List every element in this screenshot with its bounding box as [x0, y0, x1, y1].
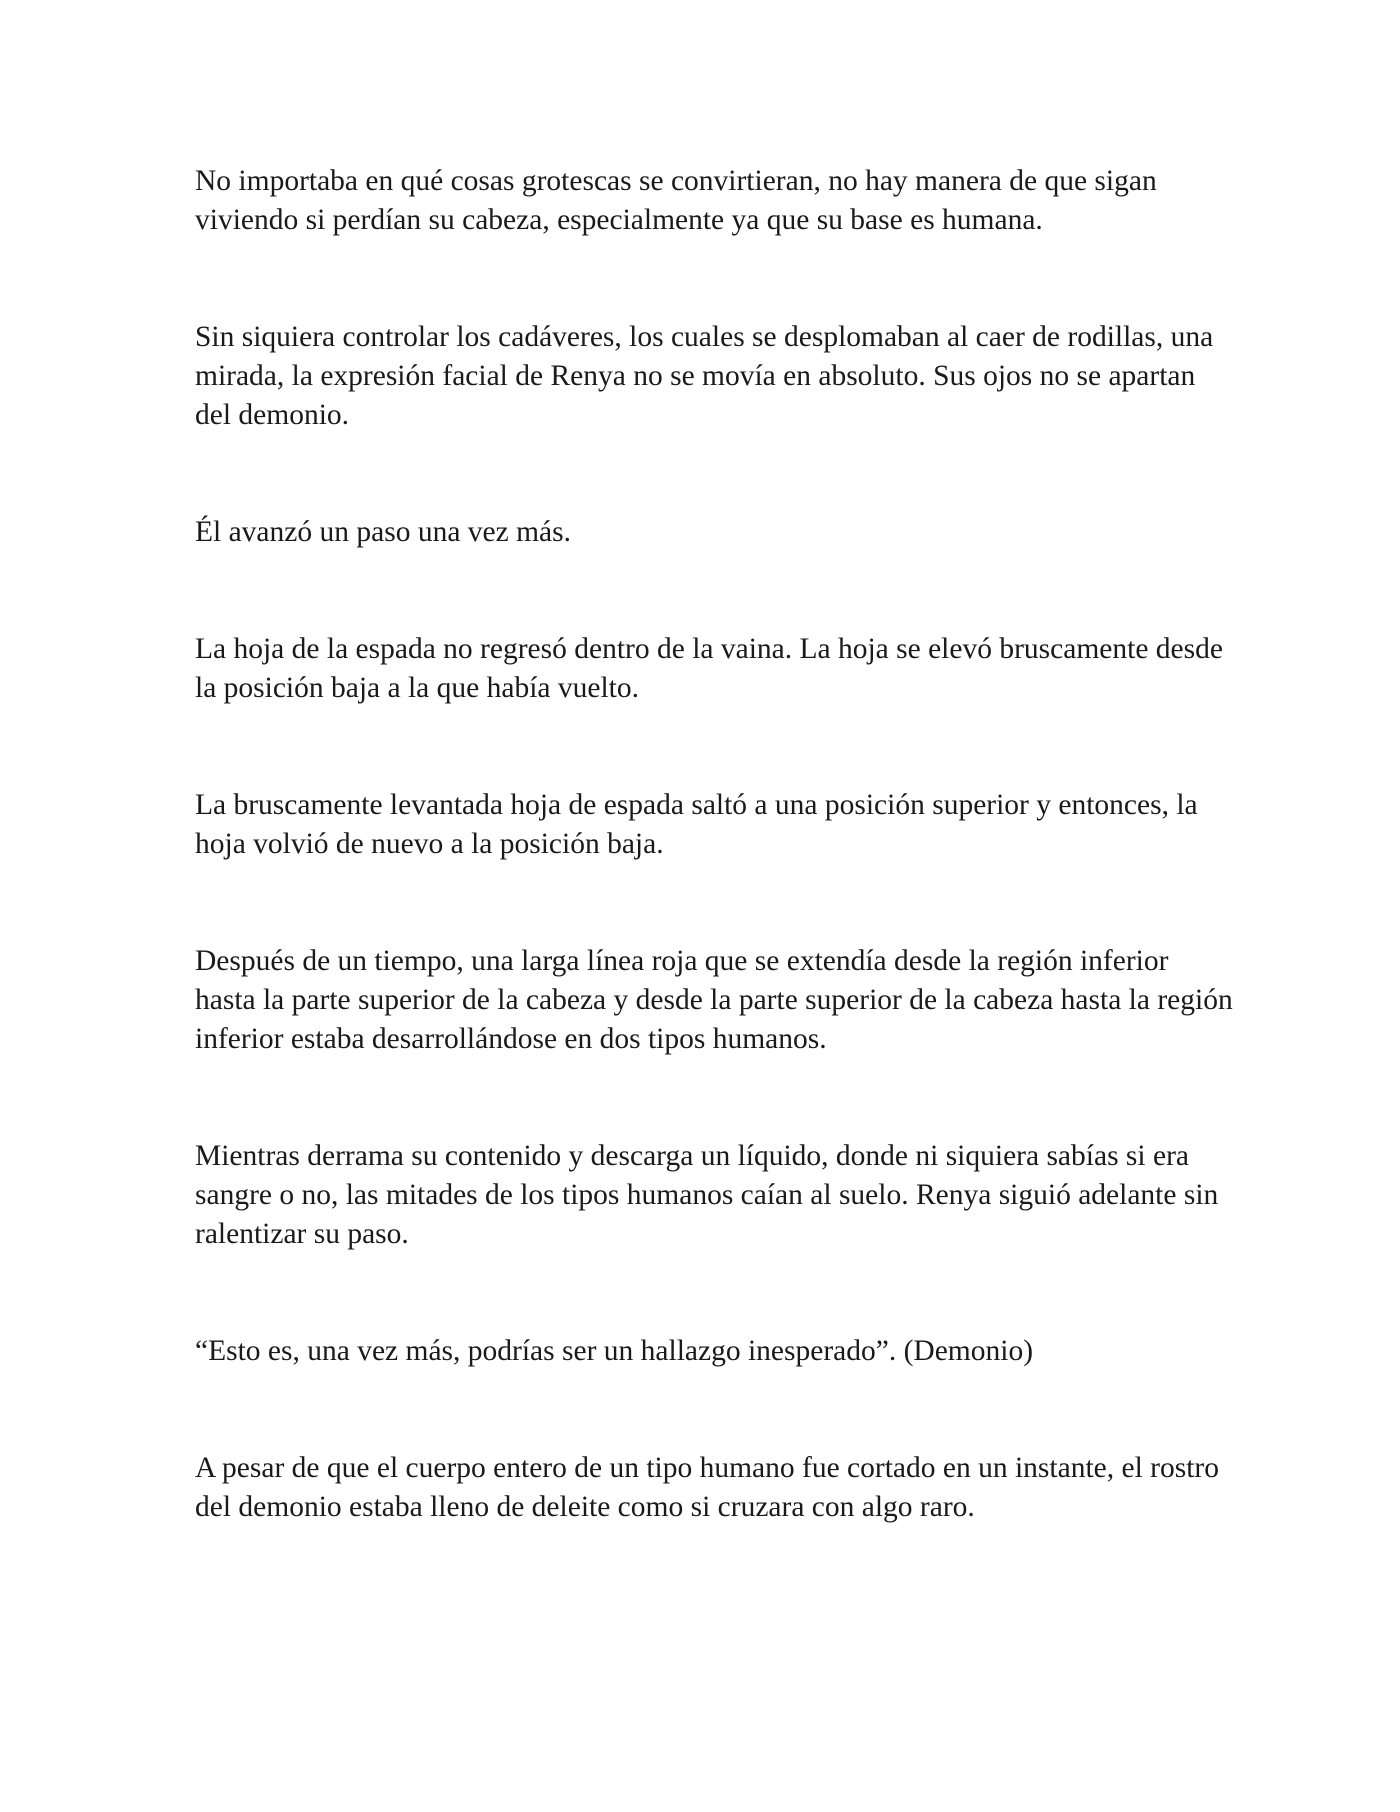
paragraph-6: Después de un tiempo, una larga línea roja que se extendía desde la región inferior hasta la parte superior de la cabeza y desde la parte superior de la cabeza hasta la región inferior estaba desarrollándose en dos tipos humanos. — [195, 945, 1233, 1055]
paragraph-7: Mientras derrama su contenido y descarga un líquido, donde ni siquiera sabías si era sangre o no, las mitades de los tipos humanos caían al suelo. Renya siguió adelante sin ralentizar su paso. — [195, 1140, 1219, 1250]
paragraph-4: La hoja de la espada no regresó dentro de la vaina. La hoja se elevó bruscamente desde la posición baja a la que había vuelto. — [195, 633, 1223, 704]
paragraph-8: “Esto es, una vez más, podrías ser un hallazgo inesperado”. (Demonio) — [195, 1335, 1034, 1367]
document-body — [195, 162, 1235, 1527]
paragraph-5: La bruscamente levantada hoja de espada saltó a una posición superior y entonces, la hoja volvió de nuevo a la posición baja. — [195, 789, 1198, 860]
paragraph-3: Él avanzó un paso una vez más. — [195, 516, 571, 548]
paragraph-2: Sin siquiera controlar los cadáveres, los cuales se desplomaban al caer de rodillas, una mirada, la expresión facial de Renya no se movía en absoluto. Sus ojos no se apartan del demonio. — [195, 321, 1214, 431]
paragraph-9: A pesar de que el cuerpo entero de un tipo humano fue cortado en un instante, el rostro del demonio estaba lleno de deleite como si cruzara con algo raro. — [195, 1452, 1219, 1523]
paragraph-1: No importaba en qué cosas grotescas se convirtieran, no hay manera de que sigan viviendo si perdían su cabeza, especialmente ya que su base es humana. — [195, 165, 1157, 236]
